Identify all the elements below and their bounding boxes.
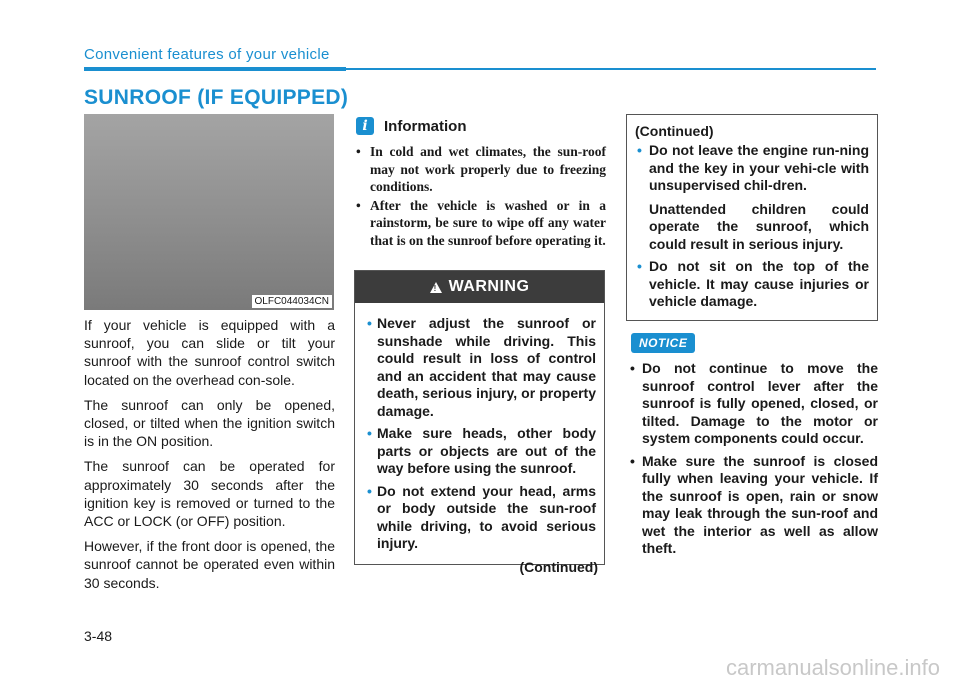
- info-icon: i: [356, 117, 374, 135]
- warning-icon: !: [430, 282, 442, 293]
- sunroof-photo: [84, 114, 334, 310]
- body-paragraph: The sunroof can only be opened, closed, or tilted when the ignition switch is in the ON position.: [84, 396, 335, 450]
- information-title: Information: [384, 117, 467, 135]
- warning-box: [354, 270, 605, 575]
- warning-list: [355, 315, 604, 553]
- warning-header: [355, 271, 604, 303]
- warning-item: • Make sure heads, other body parts or objects are out of the way before using the sunroof.: [367, 425, 596, 478]
- body-paragraph: If your vehicle is equipped with a sunroof, you can slide or tilt your sunroof with the sunroof control switch located on the overhead con-sole.: [84, 317, 335, 388]
- page-title: SUNROOF (IF EQUIPPED): [84, 86, 349, 109]
- continued-item-paragraph: Unattended children could operate the sunroof, which could result in serious injury.: [649, 200, 869, 252]
- watermark: carmanualsonline.info: [725, 655, 940, 680]
- information-block: [356, 115, 606, 250]
- warning-item: • Never adjust the sunroof or sunshade while driving. This could result in loss of control and an accident that may cause death, serious injury, or property damage.: [367, 315, 596, 420]
- continued-item: [635, 142, 869, 253]
- warning-continued-box: [626, 114, 878, 321]
- notice-list: [630, 360, 878, 563]
- information-list: [356, 143, 606, 249]
- continued-item: • Do not sit on the top of the vehicle. It may cause injuries or vehicle damage.: [635, 258, 869, 311]
- notice-item: • Make sure the sunroof is closed fully when leaving your vehicle. If the sunroof is open, rain or snow may leak through the sun-roof and wet the interior as well as allow theft.: [630, 453, 878, 558]
- notice-item: • Do not continue to move the sunroof control lever after the sunroof is fully opened, closed, or tilted. Damage to the motor or system components could occur.: [630, 360, 878, 448]
- information-item: • After the vehicle is washed or in a rainstorm, be sure to wipe off any water that is on the sunroof before operating it.: [356, 197, 606, 250]
- header-rule: [84, 67, 346, 71]
- page-number: 3-48: [84, 628, 113, 644]
- continued-list: [627, 142, 877, 311]
- information-item: • In cold and wet climates, the sun-roof may not work properly due to freezing conditions.: [356, 143, 606, 196]
- warning-item: • Do not extend your head, arms or body outside the sun-roof while driving, to avoid serious injury.: [367, 483, 596, 553]
- continued-label: (Continued): [635, 123, 714, 139]
- continued-item-text: • Do not leave the engine run-ning and the key in your vehi-cle with unsupervised chil-dren.: [649, 142, 869, 193]
- information-header: [356, 115, 606, 137]
- figure-code: OLFC044034CN: [252, 295, 332, 308]
- body-text: [84, 316, 335, 599]
- notice-badge: NOTICE: [631, 333, 695, 353]
- body-paragraph: The sunroof can be operated for approximately 30 seconds after the ignition key is removed or turned to the ACC or LOCK (or OFF) position.: [84, 458, 335, 530]
- warning-continued: (Continued): [519, 558, 598, 575]
- section-header: Convenient features of your vehicle: [84, 46, 330, 63]
- warning-label: WARNING: [448, 278, 530, 295]
- header-rule-thin: [346, 68, 876, 70]
- body-paragraph: However, if the front door is opened, the sunroof cannot be operated even within 30 seconds.: [84, 538, 335, 591]
